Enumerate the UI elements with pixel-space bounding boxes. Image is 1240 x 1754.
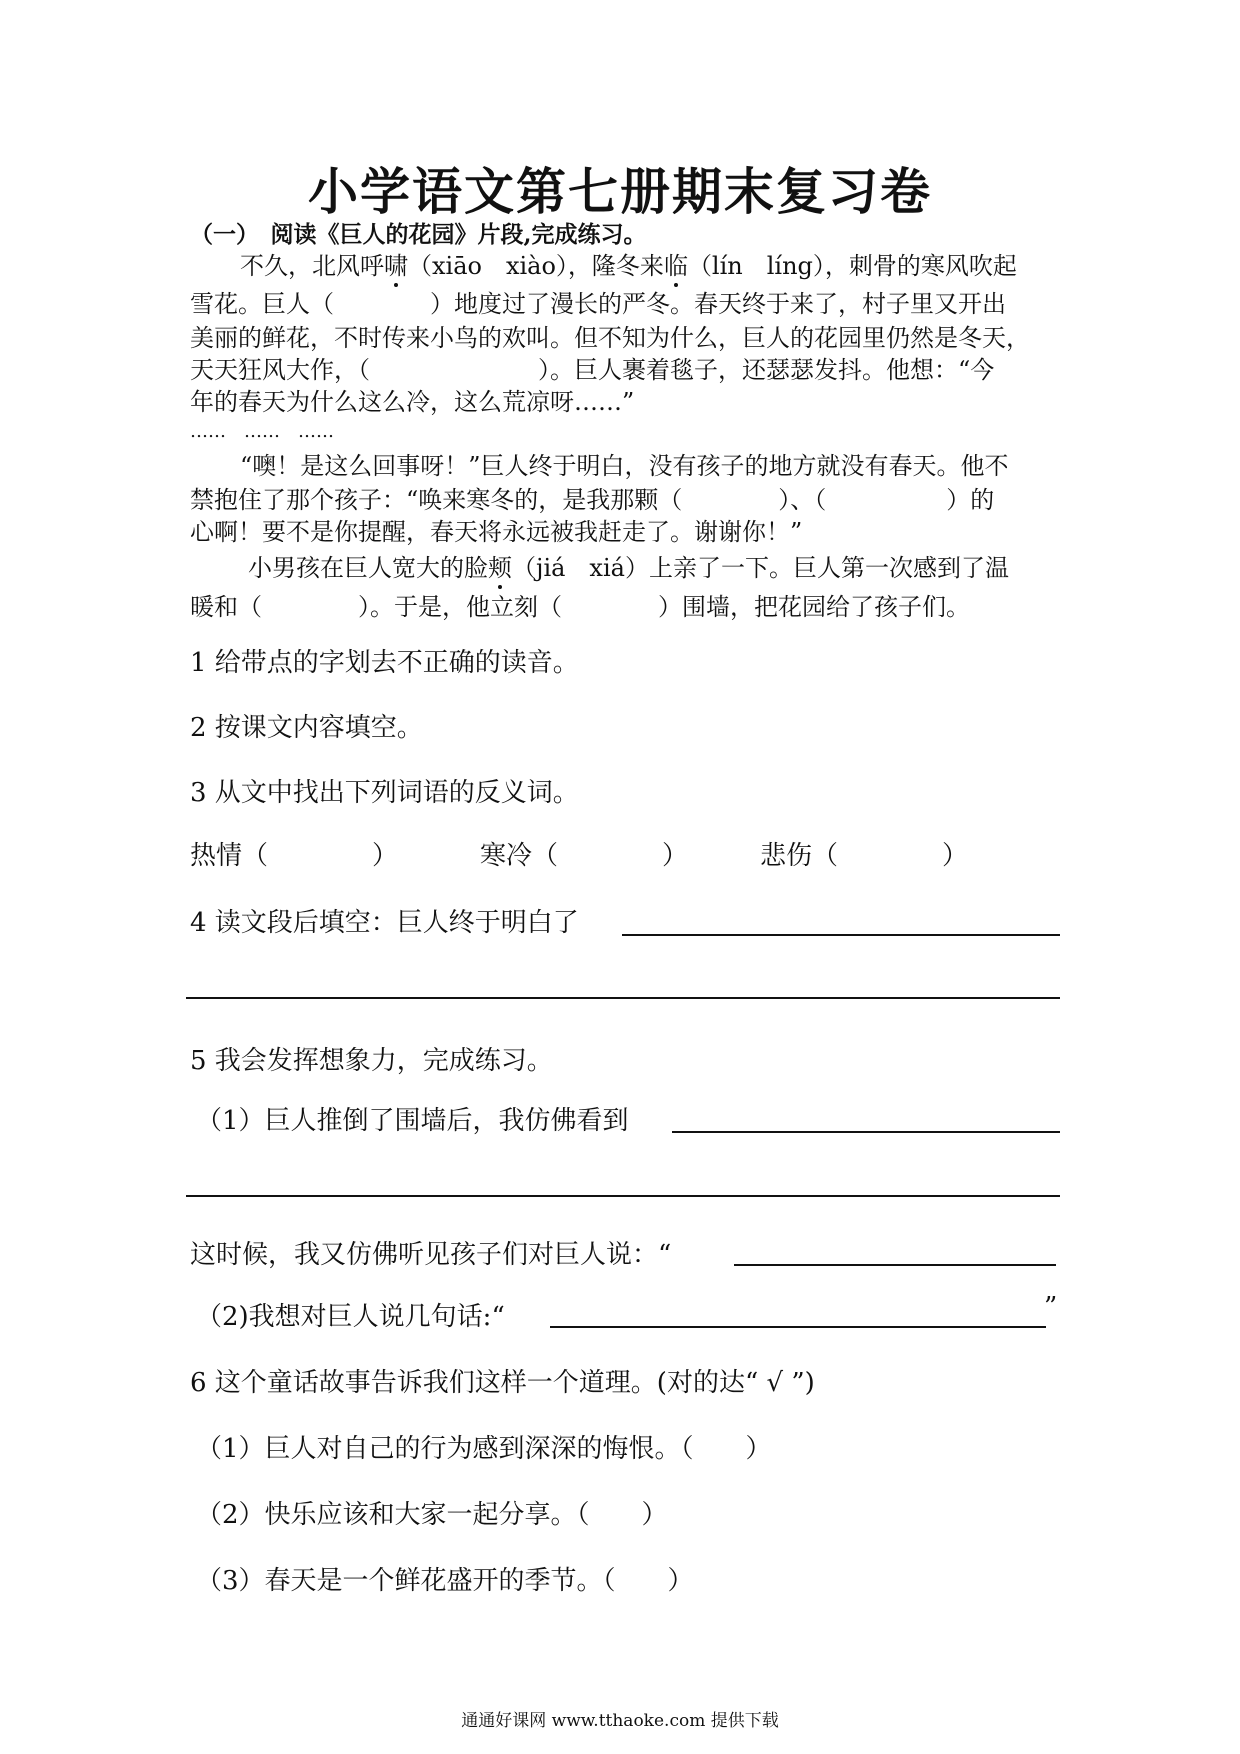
answer-line[interactable] [622,934,1060,936]
passage-line-2: 雪花。巨人（ ）地度过了漫长的严冬。春天终于来了，村子里又开出 [190,290,1006,318]
question-6: 6 这个童话故事告诉我们这样一个道理。(对的达“ √ ”) [190,1368,815,1398]
page-title: 小学语文第七册期末复习卷 [308,162,932,221]
footer-text: 通通好课网 www.tthaoke.com 提供下载 [461,1711,779,1731]
passage-line-4: 天天狂风大作，（ ）。巨人裹着毯子，还瑟瑟发抖。他想：“今 [190,356,995,384]
question-3: 3 从文中找出下列词语的反义词。 [190,778,579,808]
question-4: 4 读文段后填空：巨人终于明白了 [190,908,579,938]
passage-line-9: 心啊！要不是你提醒，春天将永远被我赶走了。谢谢你！” [190,518,803,546]
closing-quote: ” [1044,1292,1058,1322]
passage-line-1: 不久，北风呼啸（xiāo xiào），隆冬来临（lín líng），刺骨的寒风吹起 [240,252,1017,280]
question-1: 1 给带点的字划去不正确的读音。 [190,648,579,678]
passage-ellipsis: …… …… …… [190,421,334,442]
dotted-char: 颊 [488,554,512,582]
judgement-item: （2）快乐应该和大家一起分享。（ ） [196,1500,668,1530]
passage-line-10: 小男孩在巨人宽大的脸颊（jiá xiá）上亲了一下。巨人第一次感到了温 [248,554,1009,582]
question-5-part-1b: 这时候，我又仿佛听见孩子们对巨人说：“ [190,1240,672,1270]
question-5-part-1: （1）巨人推倒了围墙后，我仿佛看到 [196,1106,629,1136]
antonym-item: 悲伤（ ） [760,841,969,871]
passage-line-3: 美丽的鲜花，不时传来小鸟的欢叫。但不知为什么，巨人的花园里仍然是冬天， [190,324,1030,352]
question-5: 5 我会发挥想象力，完成练习。 [190,1046,553,1076]
answer-line[interactable] [672,1131,1060,1133]
passage-line-8: 禁抱住了那个孩子：“唤来寒冬的，是我那颗（ ）、（ ）的 [190,486,995,514]
judgement-item: （1）巨人对自己的行为感到深深的悔恨。（ ） [196,1434,772,1464]
answer-line[interactable] [550,1326,1046,1328]
antonym-item: 热情（ ） [190,841,399,871]
passage-line-7: “噢！是这么回事呀！”巨人终于明白，没有孩子的地方就没有春天。他不 [240,452,1009,480]
answer-line[interactable] [734,1264,1056,1266]
answer-line[interactable] [186,1195,1060,1197]
question-5-part-2: （2)我想对巨人说几句话:“ [196,1302,505,1332]
antonym-item: 寒冷（ ） [480,841,689,871]
passage-line-5: 年的春天为什么这么冷，这么荒凉呀……” [190,388,635,416]
dotted-char: 临 [663,252,688,280]
section-heading: （一） 阅读《巨人的花园》片段,完成练习。 [190,221,647,248]
answer-line[interactable] [186,997,1060,999]
dotted-char: 啸 [384,252,408,280]
judgement-item: （3）春天是一个鲜花盛开的季节。（ ） [196,1566,694,1596]
passage-line-11: 暖和（ ）。于是，他立刻（ ）围墙，把花园给了孩子们。 [190,593,970,621]
question-2: 2 按课文内容填空。 [190,713,423,743]
